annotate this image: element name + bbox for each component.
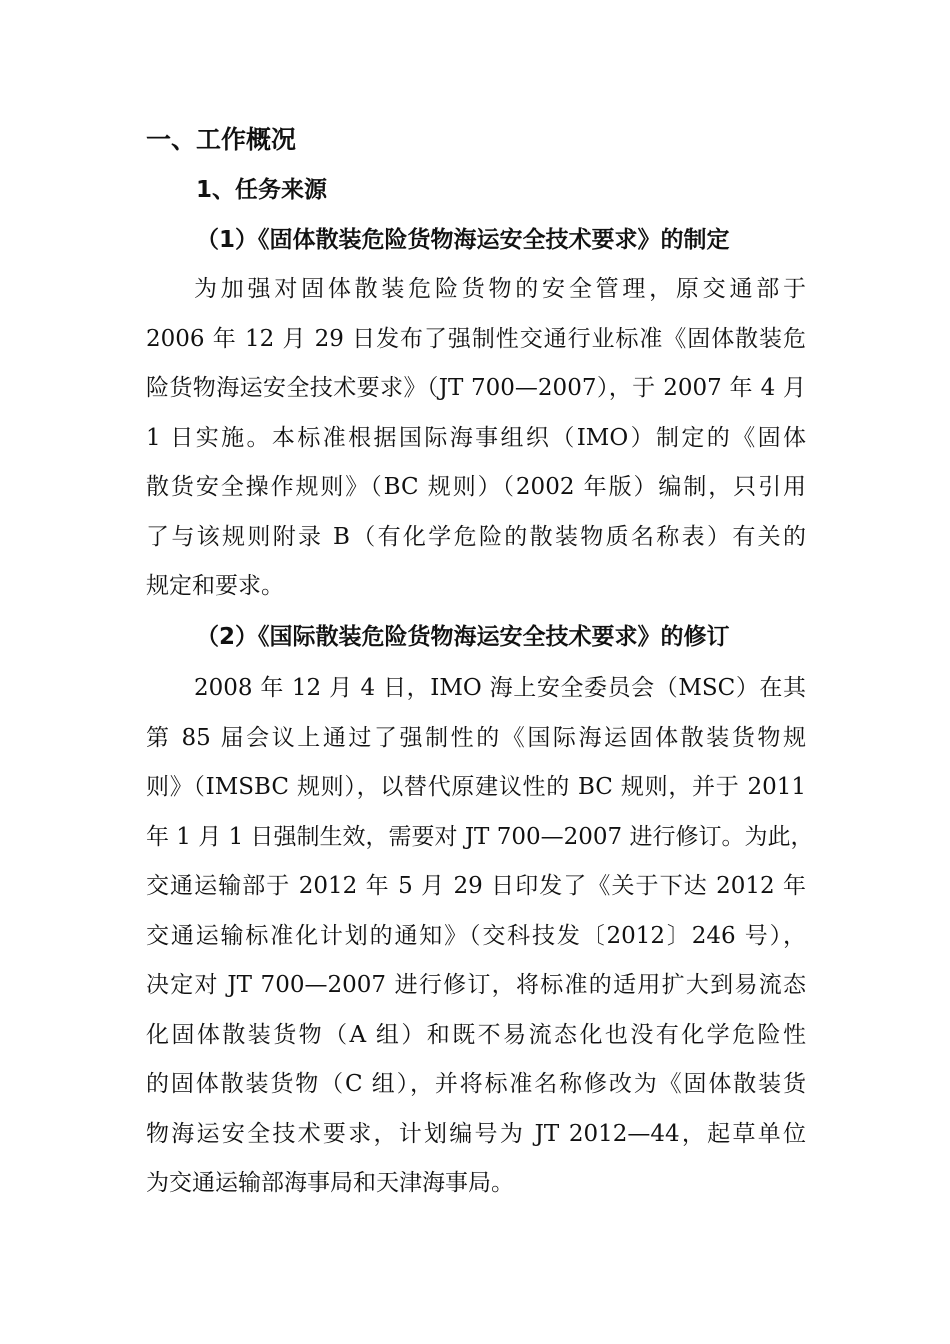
paragraph-line: 化固体散装货物（A 组）和既不易流态化也没有化学危险性 — [146, 1021, 806, 1048]
paragraph-line: 决定对 JT 700—2007 进行修订，将标准的适用扩大到易流态 — [146, 972, 806, 998]
section-heading: 一、工作概况 — [146, 125, 297, 154]
item-2-heading: （2）《国际散装危险货物海运安全技术要求》的修订 — [196, 624, 730, 650]
paragraph-line: 1 日实施。本标准根据国际海事组织（IMO）制定的《固体 — [146, 424, 806, 451]
paragraph-line: 则》（IMSBC 规则），以替代原建议性的 BC 规则，并于 2011 — [146, 774, 806, 800]
item-1-heading: （1）《固体散装危险货物海运安全技术要求》的制定 — [196, 227, 730, 253]
item-1-paragraph — [146, 265, 806, 612]
paragraph-line: 险货物海运安全技术要求》（JT 700—2007），于 2007 年 4 月 — [146, 375, 806, 401]
paragraph-line: 的固体散装货物（C 组），并将标准名称修改为《固体散装货 — [146, 1071, 806, 1097]
item-2-paragraph — [146, 664, 814, 1209]
paragraph-line: 交通运输部于 2012 年 5 月 29 日印发了《关于下达 2012 年 — [146, 873, 806, 899]
paragraph-line: 年 1 月 1 日强制生效，需要对 JT 700—2007 进行修订。为此， — [146, 823, 814, 850]
paragraph-line: 第 85 届会议上通过了强制性的《国际海运固体散装货物规 — [146, 724, 806, 751]
paragraph-line: 为加强对固体散装危险货物的安全管理，原交通部于 — [194, 276, 806, 302]
paragraph-line: 物海运安全技术要求，计划编号为 JT 2012—44，起草单位 — [146, 1120, 806, 1147]
subsection-heading: 1、任务来源 — [196, 177, 328, 203]
paragraph-line: 交通运输标准化计划的通知》（交科技发〔2012〕246 号）， — [146, 922, 806, 949]
paragraph-line: 规定和要求。 — [146, 573, 284, 599]
paragraph-line: 了与该规则附录 B（有化学危险的散装物质名称表）有关的 — [146, 523, 806, 550]
paragraph-line: 2006 年 12 月 29 日发布了强制性交通行业标准《固体散装危 — [146, 325, 806, 352]
paragraph-line: 2008 年 12 月 4 日，IMO 海上安全委员会（MSC）在其 — [194, 675, 806, 701]
paragraph-line: 散货安全操作规则》（BC 规则）（2002 年版）编制，只引用 — [146, 474, 806, 500]
paragraph-line: 为交通运输部海事局和天津海事局。 — [146, 1170, 514, 1196]
